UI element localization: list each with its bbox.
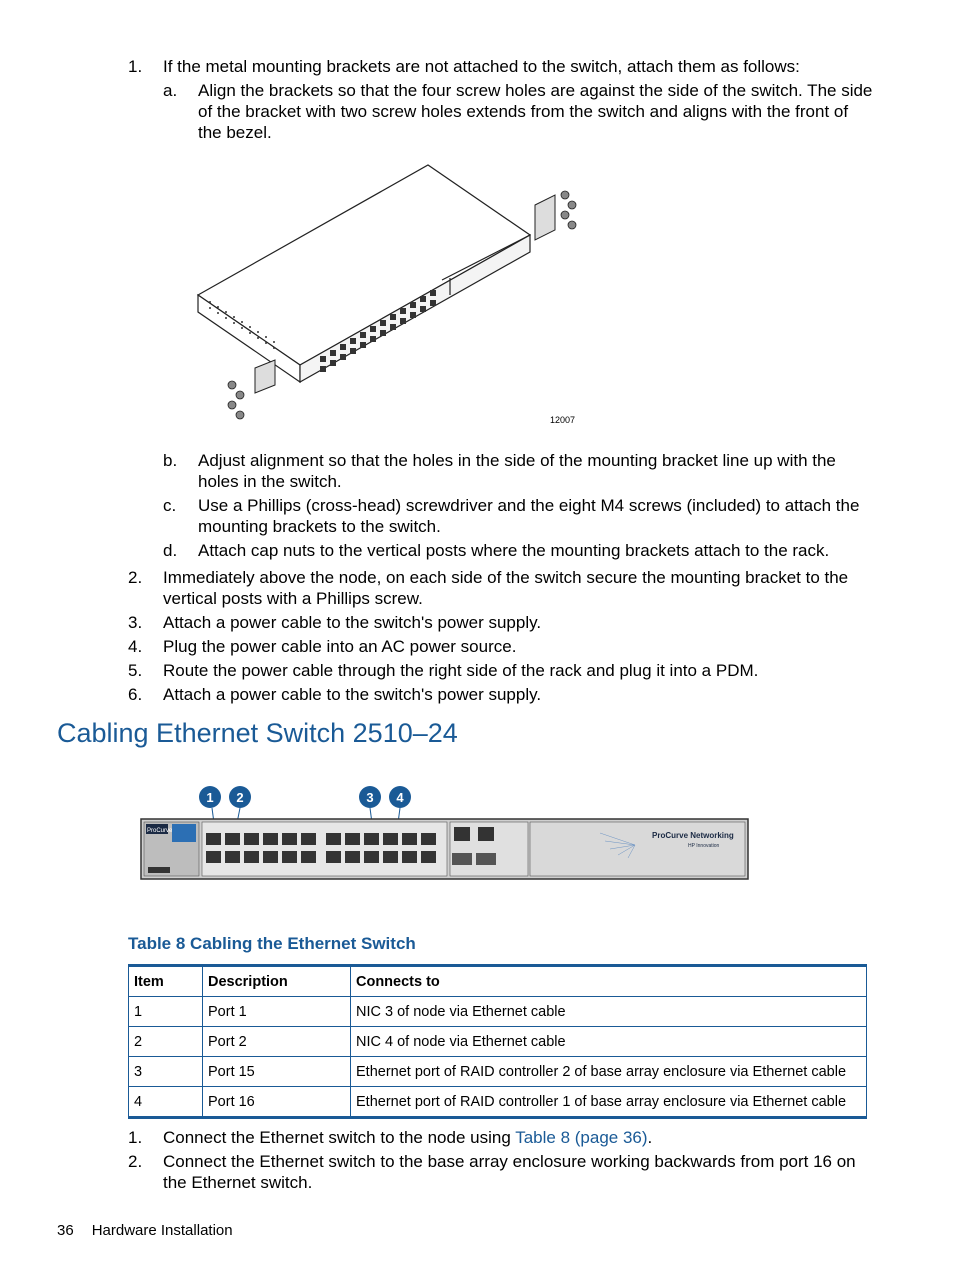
step-text-part: Connect the Ethernet switch to the node using xyxy=(163,1128,516,1147)
ethernet-port xyxy=(383,851,398,863)
ethernet-port xyxy=(383,833,398,845)
ethernet-port xyxy=(301,833,316,845)
step-text xyxy=(163,1127,652,1148)
ethernet-port xyxy=(225,851,240,863)
step-text: If the metal mounting brackets are not attached to the switch, attach them as follows: xyxy=(163,57,800,76)
ethernet-port xyxy=(301,851,316,863)
ethernet-port xyxy=(402,851,417,863)
substep-text: Adjust alignment so that the holes in the side of the mounting bracket line up with the xyxy=(198,451,836,470)
page-footer xyxy=(57,1222,251,1239)
substep-text: Align the brackets so that the four screw holes are against the side of the switch. The side xyxy=(198,81,873,100)
table-header: Description xyxy=(203,966,351,997)
table-cell: 1 xyxy=(129,997,203,1027)
step-text: Immediately above the node, on each side of the switch secure the mounting bracket to the xyxy=(163,568,849,587)
ethernet-port xyxy=(263,833,278,845)
front-label: ProCurve xyxy=(147,828,173,834)
callout-4: 4 xyxy=(396,790,404,805)
ethernet-port xyxy=(244,851,259,863)
table-reference-link[interactable]: Table 8 (page 36) xyxy=(515,1128,648,1147)
substep-letter: d. xyxy=(163,541,178,560)
step-text: the Ethernet switch. xyxy=(163,1173,313,1192)
table-cell: 2 xyxy=(129,1027,203,1057)
substep-text: of the bracket with two screw holes extends from the switch and aligns with the front of xyxy=(198,102,849,121)
ethernet-port xyxy=(326,833,341,845)
ethernet-port xyxy=(206,851,221,863)
table-cell: Port 1 xyxy=(203,997,351,1027)
switch-bracket-illustration xyxy=(190,160,590,430)
step-number: 4. xyxy=(128,637,143,656)
ethernet-port xyxy=(244,833,259,845)
substep-text: holes in the switch. xyxy=(198,472,342,491)
ethernet-port xyxy=(364,851,379,863)
ethernet-port xyxy=(364,833,379,845)
table-cell: Port 2 xyxy=(203,1027,351,1057)
step-text: Route the power cable through the right side of the rack and plug it into a PDM. xyxy=(163,661,759,680)
step-number: 3. xyxy=(128,613,143,632)
ethernet-port xyxy=(421,851,436,863)
ethernet-port xyxy=(225,833,240,845)
ethernet-port xyxy=(263,851,278,863)
callout-1: 1 xyxy=(206,790,214,805)
step-number: 5. xyxy=(128,661,143,680)
ethernet-port xyxy=(421,833,436,845)
table-row xyxy=(129,1027,867,1057)
section-heading: Cabling Ethernet Switch 2510–24 xyxy=(57,718,458,748)
substep-text: Attach cap nuts to the vertical posts where the mounting brackets attach to the rack. xyxy=(198,541,830,560)
substep-text: Use a Phillips (cross-head) screwdriver and the eight M4 screws (included) to attach the xyxy=(198,496,860,515)
table-header: Item xyxy=(129,966,203,997)
table-cell: NIC 4 of node via Ethernet cable xyxy=(351,1027,867,1057)
table-cell: Ethernet port of RAID controller 2 of base array enclosure via Ethernet cable xyxy=(351,1057,867,1087)
cabling-table xyxy=(128,964,867,1119)
table-row xyxy=(129,1057,867,1087)
table-cell: Port 16 xyxy=(203,1087,351,1118)
substep-text: mounting brackets to the switch. xyxy=(198,517,441,536)
ethernet-port xyxy=(326,851,341,863)
footer-section: Hardware Installation xyxy=(91,1222,233,1239)
table-header: Connects to xyxy=(351,966,867,997)
table-cell: Ethernet port of RAID controller 1 of base array enclosure via Ethernet cable xyxy=(351,1087,867,1118)
step-text: Attach a power cable to the switch's power supply. xyxy=(163,613,542,632)
table-cell: NIC 3 of node via Ethernet cable xyxy=(351,997,867,1027)
switch-front-panel-illustration xyxy=(140,783,752,883)
table-row xyxy=(129,997,867,1027)
ethernet-port xyxy=(402,833,417,845)
step-text: Connect the Ethernet switch to the base array enclosure working backwards from port 16 on xyxy=(163,1152,856,1171)
page-number: 36 xyxy=(57,1222,74,1239)
table-caption: Table 8 Cabling the Ethernet Switch xyxy=(128,934,416,953)
brand-label: ProCurve Networking xyxy=(652,831,734,840)
callout-2: 2 xyxy=(236,790,244,805)
step-number: 1. xyxy=(128,57,143,76)
substep-letter: c. xyxy=(163,496,177,515)
substep-letter: a. xyxy=(163,81,178,100)
step-number: 2. xyxy=(128,568,143,587)
step-number: 2. xyxy=(128,1152,143,1171)
step-text: Plug the power cable into an AC power source. xyxy=(163,637,517,656)
ethernet-port xyxy=(206,833,221,845)
step-number: 6. xyxy=(128,685,143,704)
ethernet-port xyxy=(282,833,297,845)
table-cell: Port 15 xyxy=(203,1057,351,1087)
step-text: vertical posts with a Phillips screw. xyxy=(163,589,423,608)
ethernet-port xyxy=(345,833,360,845)
step-text: Attach a power cable to the switch's power supply. xyxy=(163,685,542,704)
figure-label: 12007 xyxy=(550,415,576,425)
step-number: 1. xyxy=(128,1128,143,1147)
subbrand-label: HP Innovation xyxy=(688,843,720,849)
step-text-end: . xyxy=(647,1128,653,1147)
ethernet-port xyxy=(345,851,360,863)
callout-3: 3 xyxy=(366,790,374,805)
substep-letter: b. xyxy=(163,451,178,470)
table-row xyxy=(129,1087,867,1118)
table-cell: 3 xyxy=(129,1057,203,1087)
table-cell: 4 xyxy=(129,1087,203,1118)
ethernet-port xyxy=(282,851,297,863)
substep-text: the bezel. xyxy=(198,123,272,142)
